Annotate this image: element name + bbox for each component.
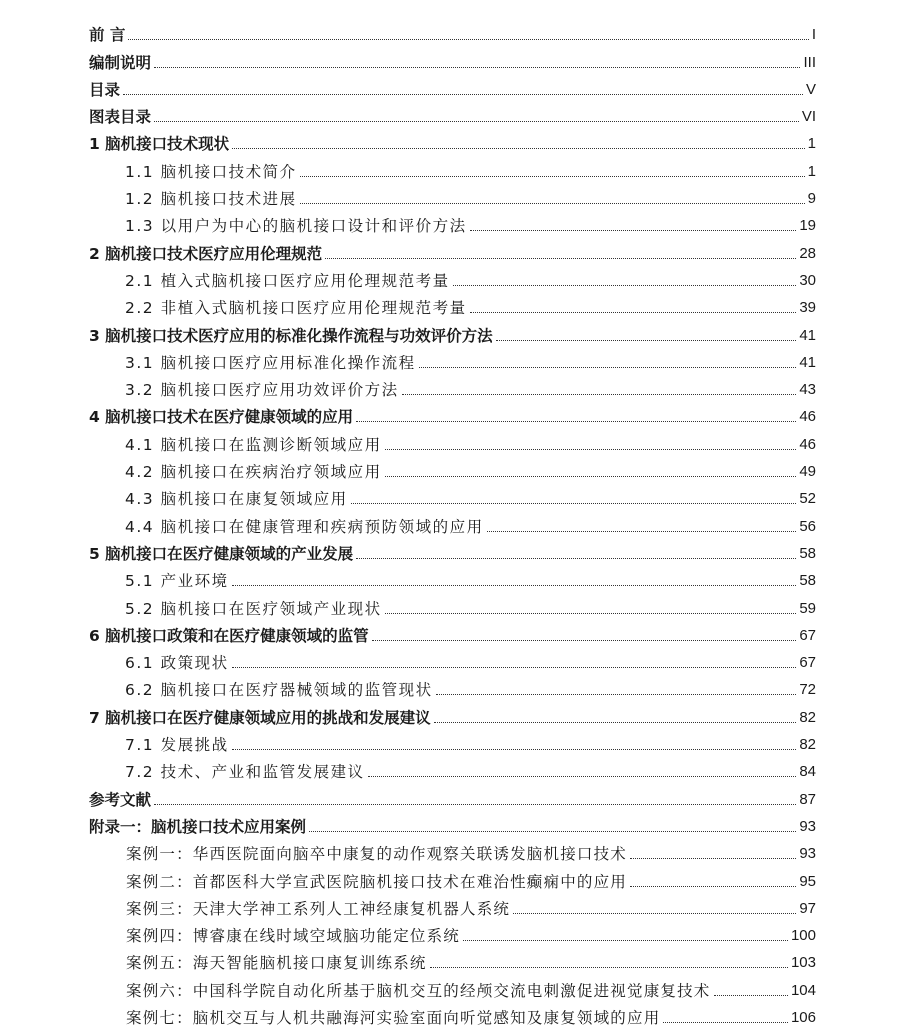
toc-dot-leader <box>385 449 797 450</box>
toc-dot-leader <box>663 1022 788 1023</box>
toc-entry[interactable] <box>0 373 898 400</box>
toc-dot-leader <box>487 531 797 532</box>
toc-dot-leader <box>232 667 797 668</box>
toc-entry-page-number: 103 <box>790 954 816 972</box>
toc-entry-title: 6.1 政策现状 <box>125 654 229 673</box>
toc-entry-title: 参考文献 <box>89 790 152 809</box>
toc-entry-page-number: 84 <box>799 763 816 781</box>
toc-entry-page-number: 67 <box>799 626 816 644</box>
toc-entry-title: 1.2 脑机接口技术进展 <box>125 190 297 209</box>
toc-dot-leader <box>434 722 797 723</box>
toc-dot-leader <box>351 503 797 504</box>
toc-dot-leader <box>419 367 797 368</box>
toc-entry-title: 6.2 脑机接口在医疗器械领域的监管现状 <box>125 681 433 700</box>
toc-entry-title: 5.2 脑机接口在医疗领域产业现状 <box>125 599 382 618</box>
toc-entry-title: 案例五：海天智能脑机接口康复训练系统 <box>126 954 427 973</box>
toc-entry-page-number: 46 <box>799 408 816 426</box>
toc-entry-page-number: 104 <box>790 981 816 999</box>
toc-entry[interactable] <box>0 619 898 646</box>
toc-entry[interactable] <box>0 127 898 154</box>
toc-entry-title: 目录 <box>89 80 121 99</box>
toc-entry-page-number: 56 <box>799 517 816 535</box>
toc-entry-page-number: VI <box>801 108 816 126</box>
toc-entry[interactable] <box>0 564 898 591</box>
toc-entry-page-number: 59 <box>799 599 816 617</box>
toc-entry[interactable] <box>0 455 898 482</box>
toc-entry-title: 5 脑机接口在医疗健康领域的产业发展 <box>89 544 354 563</box>
toc-entry-page-number: 95 <box>799 872 816 890</box>
toc-dot-leader <box>430 967 788 968</box>
toc-entry[interactable] <box>0 482 898 509</box>
toc-dot-leader <box>232 585 797 586</box>
toc-dot-leader <box>325 258 796 259</box>
toc-entry-title: 案例七：脑机交互与人机共融海河实验室面向听觉感知及康复领域的应用 <box>126 1008 661 1027</box>
toc-dot-leader <box>309 831 796 832</box>
toc-dot-leader <box>372 640 797 641</box>
toc-entry-page-number: 46 <box>799 435 816 453</box>
toc-entry[interactable] <box>0 318 898 345</box>
toc-entry-page-number: 30 <box>799 271 816 289</box>
toc-dot-leader <box>513 913 796 914</box>
toc-entry-page-number: 97 <box>799 899 816 917</box>
toc-entry-title: 案例四：博睿康在线时域空域脑功能定位系统 <box>126 927 461 946</box>
toc-dot-leader <box>630 886 796 887</box>
toc-entry-title: 案例一：华西医院面向脑卒中康复的动作观察关联诱发脑机接口技术 <box>126 845 628 864</box>
toc-entry[interactable] <box>0 182 898 209</box>
toc-entry-title: 7 脑机接口在医疗健康领域应用的挑战和发展建议 <box>89 708 431 727</box>
toc-entry[interactable] <box>0 100 898 127</box>
toc-entry-title: 2.1 植入式脑机接口医疗应用伦理规范考量 <box>125 271 450 290</box>
toc-entry-page-number: 28 <box>799 244 816 262</box>
toc-entry-title: 案例六：中国科学院自动化所基于脑机交互的经颅交流电刺激促进视觉康复技术 <box>126 981 711 1000</box>
toc-dot-leader <box>154 804 796 805</box>
table-of-contents <box>0 18 898 1028</box>
toc-entry-page-number: 93 <box>799 845 816 863</box>
toc-dot-leader <box>385 613 797 614</box>
toc-entry-title: 2.2 非植入式脑机接口医疗应用伦理规范考量 <box>125 299 467 318</box>
toc-entry-title: 4.4 脑机接口在健康管理和疾病预防领域的应用 <box>125 517 484 536</box>
toc-entry[interactable] <box>0 591 898 618</box>
toc-dot-leader <box>385 476 797 477</box>
toc-entry[interactable] <box>0 892 898 919</box>
toc-entry-page-number: 41 <box>799 353 816 371</box>
toc-entry[interactable] <box>0 810 898 837</box>
toc-entry-page-number: 93 <box>799 817 816 835</box>
toc-entry[interactable] <box>0 427 898 454</box>
toc-entry[interactable] <box>0 537 898 564</box>
toc-dot-leader <box>300 203 805 204</box>
toc-entry-title: 2 脑机接口技术医疗应用伦理规范 <box>89 244 323 263</box>
toc-entry[interactable] <box>0 346 898 373</box>
toc-entry-page-number: 43 <box>799 381 816 399</box>
toc-entry-page-number: 82 <box>799 736 816 754</box>
toc-dot-leader <box>128 39 808 40</box>
toc-entry-title: 3.2 脑机接口医疗应用功效评价方法 <box>125 381 399 400</box>
toc-entry[interactable] <box>0 973 898 1000</box>
toc-entry-page-number: 41 <box>799 326 816 344</box>
toc-entry-page-number: 82 <box>799 708 816 726</box>
toc-entry-page-number: 100 <box>790 927 816 945</box>
toc-entry-page-number: 67 <box>799 654 816 672</box>
toc-entry-page-number: 58 <box>799 572 816 590</box>
toc-entry[interactable] <box>0 264 898 291</box>
toc-entry-page-number: 39 <box>799 299 816 317</box>
toc-dot-leader <box>356 421 796 422</box>
toc-entry-title: 1.3 以用户为中心的脑机接口设计和评价方法 <box>125 217 467 236</box>
toc-entry-title: 3 脑机接口技术医疗应用的标准化操作流程与功效评价方法 <box>89 326 493 345</box>
toc-dot-leader <box>232 148 804 149</box>
toc-dot-leader <box>154 121 799 122</box>
toc-dot-leader <box>154 67 800 68</box>
toc-entry-title: 6 脑机接口政策和在医疗健康领域的监管 <box>89 626 369 645</box>
toc-entry[interactable] <box>0 18 898 45</box>
toc-dot-leader <box>463 940 788 941</box>
toc-entry[interactable] <box>0 236 898 263</box>
toc-entry[interactable] <box>0 1001 898 1028</box>
toc-entry-title: 附录一：脑机接口技术应用案例 <box>89 817 307 836</box>
toc-dot-leader <box>402 394 797 395</box>
toc-entry[interactable] <box>0 673 898 700</box>
toc-entry-page-number: 1 <box>807 135 816 153</box>
toc-entry[interactable] <box>0 209 898 236</box>
toc-entry-page-number: 49 <box>799 463 816 481</box>
toc-dot-leader <box>300 176 805 177</box>
toc-dot-leader <box>470 230 797 231</box>
toc-entry-page-number: 58 <box>799 544 816 562</box>
toc-entry-title: 案例二：首都医科大学宣武医院脑机接口技术在难治性癫痫中的应用 <box>126 872 628 891</box>
toc-entry-page-number: 52 <box>799 490 816 508</box>
toc-entry-title: 3.1 脑机接口医疗应用标准化操作流程 <box>125 353 416 372</box>
toc-entry-title: 1 脑机接口技术现状 <box>89 135 230 154</box>
toc-entry[interactable] <box>0 864 898 891</box>
toc-entry-title: 前 言 <box>89 26 126 45</box>
toc-entry[interactable] <box>0 946 898 973</box>
toc-entry-title: 4.1 脑机接口在监测诊断领域应用 <box>125 435 382 454</box>
toc-dot-leader <box>356 558 796 559</box>
toc-entry[interactable] <box>0 782 898 809</box>
toc-entry[interactable] <box>0 400 898 427</box>
toc-entry-title: 案例三：天津大学神工系列人工神经康复机器人系统 <box>126 899 511 918</box>
toc-entry-page-number: 1 <box>807 162 816 180</box>
toc-entry-page-number: I <box>811 26 816 44</box>
toc-dot-leader <box>714 995 788 996</box>
toc-entry-page-number: 9 <box>807 190 816 208</box>
toc-dot-leader <box>453 285 797 286</box>
toc-entry[interactable] <box>0 728 898 755</box>
toc-dot-leader <box>232 749 797 750</box>
toc-dot-leader <box>436 694 797 695</box>
toc-dot-leader <box>630 858 796 859</box>
toc-dot-leader <box>470 312 797 313</box>
toc-entry[interactable] <box>0 646 898 673</box>
toc-entry-title: 4.2 脑机接口在疾病治疗领域应用 <box>125 463 382 482</box>
toc-entry-page-number: 72 <box>799 681 816 699</box>
toc-entry[interactable] <box>0 755 898 782</box>
toc-entry-page-number: 19 <box>799 217 816 235</box>
toc-entry[interactable] <box>0 291 898 318</box>
toc-entry-page-number: 106 <box>790 1008 816 1026</box>
toc-entry-title: 1.1 脑机接口技术简介 <box>125 162 297 181</box>
toc-entry[interactable] <box>0 837 898 864</box>
toc-entry-page-number: 87 <box>799 790 816 808</box>
toc-dot-leader <box>123 94 803 95</box>
toc-entry-title: 4 脑机接口技术在医疗健康领域的应用 <box>89 408 354 427</box>
toc-entry-title: 编制说明 <box>89 53 152 72</box>
toc-entry[interactable] <box>0 509 898 536</box>
toc-entry-title: 5.1 产业环境 <box>125 572 229 591</box>
toc-entry[interactable] <box>0 700 898 727</box>
toc-entry-title: 7.2 技术、产业和监管发展建议 <box>125 763 365 782</box>
toc-dot-leader <box>368 776 797 777</box>
toc-entry[interactable] <box>0 154 898 181</box>
toc-entry-title: 4.3 脑机接口在康复领域应用 <box>125 490 348 509</box>
toc-dot-leader <box>496 340 797 341</box>
toc-entry-title: 图表目录 <box>89 108 152 127</box>
toc-entry[interactable] <box>0 45 898 72</box>
toc-entry[interactable] <box>0 919 898 946</box>
toc-entry-title: 7.1 发展挑战 <box>125 736 229 755</box>
toc-entry[interactable] <box>0 73 898 100</box>
toc-entry-page-number: V <box>805 80 816 98</box>
toc-entry-page-number: III <box>803 53 816 71</box>
